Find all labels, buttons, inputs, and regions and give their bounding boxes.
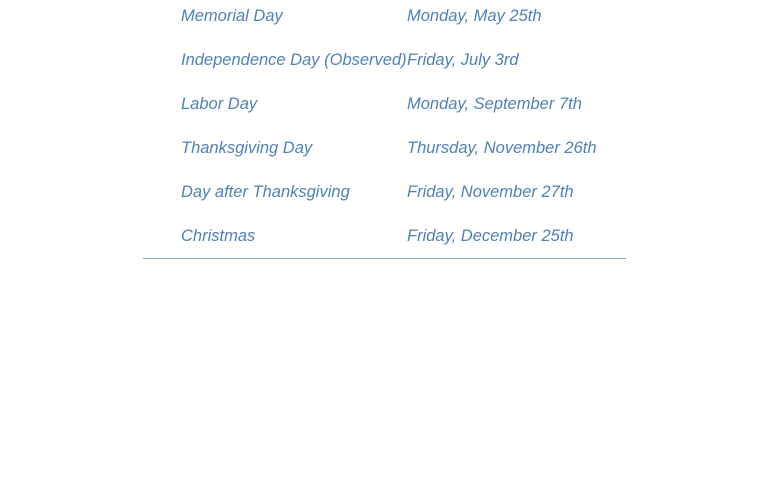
holiday-row-thanksgiving-day bbox=[181, 136, 611, 180]
holiday-date: Friday, December 25th bbox=[407, 227, 574, 245]
holiday-row-labor-day bbox=[181, 92, 611, 136]
holiday-date: Monday, May 25th bbox=[407, 7, 542, 25]
holiday-row-memorial-day bbox=[181, 4, 611, 48]
holiday-name: Christmas bbox=[181, 227, 256, 245]
holiday-name: Labor Day bbox=[181, 95, 258, 113]
holiday-name: Memorial Day bbox=[181, 7, 283, 25]
holiday-date: Friday, July 3rd bbox=[407, 51, 519, 69]
holiday-date: Friday, November 27th bbox=[407, 183, 574, 201]
holiday-row-day-after-thanksgiving bbox=[181, 180, 611, 224]
holiday-row-independence-day bbox=[181, 48, 611, 92]
holiday-list bbox=[181, 4, 611, 268]
holiday-date: Monday, September 7th bbox=[407, 95, 582, 113]
section-divider bbox=[143, 258, 626, 259]
holiday-row-christmas bbox=[181, 224, 611, 268]
holiday-date: Thursday, November 26th bbox=[407, 139, 597, 157]
holiday-name: Day after Thanksgiving bbox=[181, 183, 350, 201]
holiday-name: Thanksgiving Day bbox=[181, 139, 313, 157]
holiday-name: Independence Day (Observed) bbox=[181, 51, 407, 69]
